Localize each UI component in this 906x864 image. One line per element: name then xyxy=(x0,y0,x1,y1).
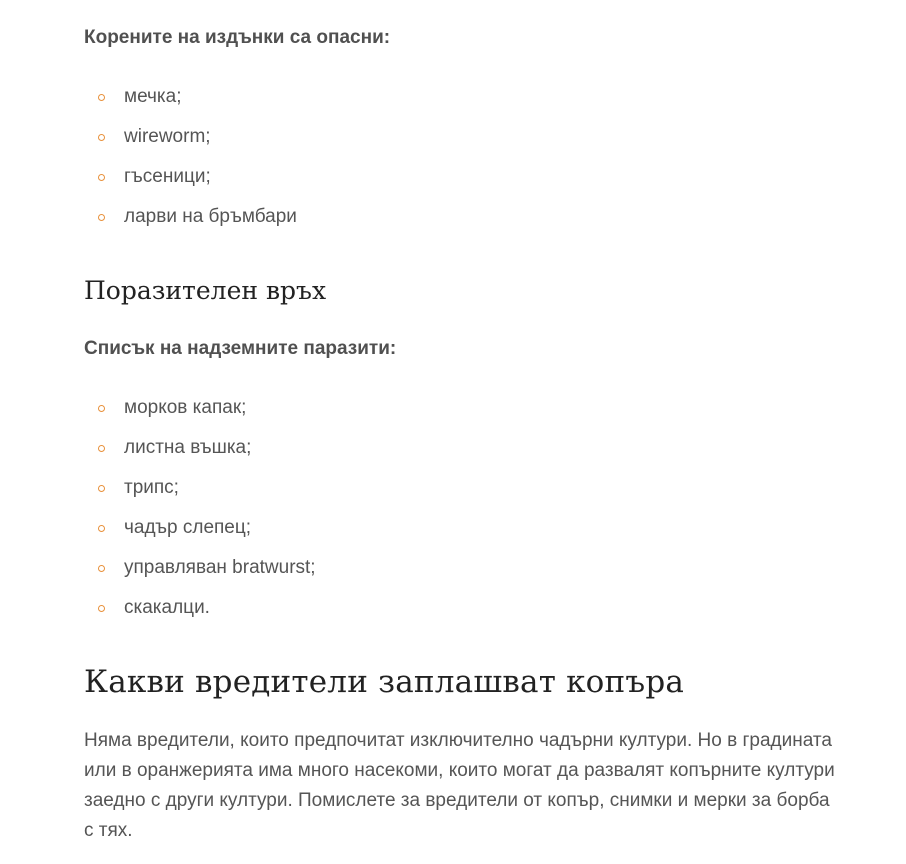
list-item-text: wireworm; xyxy=(124,126,211,147)
list-item-text: листна въшка; xyxy=(124,437,252,458)
list-item xyxy=(84,437,316,477)
bullet-circle-icon xyxy=(98,525,105,532)
list-item xyxy=(84,397,316,437)
section-heading-pests: Какви вредители заплашват копъра xyxy=(84,664,685,700)
list-item-text: чадър слепец; xyxy=(124,517,252,538)
list-item xyxy=(84,206,297,246)
list-item xyxy=(84,477,316,517)
list-item-text: управляван bratwurst; xyxy=(124,557,316,578)
list-item-text: гъсеници; xyxy=(124,166,211,187)
top-pests-list xyxy=(84,397,316,637)
list-item-text: трипс; xyxy=(124,477,179,498)
list-item xyxy=(84,166,297,206)
list-item-text: скакалци. xyxy=(124,597,210,618)
bullet-circle-icon xyxy=(98,94,105,101)
roots-pests-list xyxy=(84,86,297,246)
list-item xyxy=(84,557,316,597)
list-item-text: ларви на бръмбари xyxy=(124,206,297,227)
list-item xyxy=(84,126,297,166)
bullet-circle-icon xyxy=(98,405,105,412)
pests-paragraph: Няма вредители, които предпочитат изключително чадърни култури. Но в градината или в оранжерията има много насекоми, които могат да развалят копърните култури заедно с други култури. Помислете за вредители от копър, снимки и мерки за борба с тях. xyxy=(84,730,835,841)
bullet-circle-icon xyxy=(98,485,105,492)
list-item-text: мечка; xyxy=(124,86,182,107)
list-item xyxy=(84,597,316,637)
bullet-circle-icon xyxy=(98,214,105,221)
bullet-circle-icon xyxy=(98,174,105,181)
bullet-circle-icon xyxy=(98,605,105,612)
bullet-circle-icon xyxy=(98,445,105,452)
section-heading-top: Поразителен връх xyxy=(84,276,327,305)
list-item xyxy=(84,86,297,126)
roots-pests-lead: Корените на издънки са опасни: xyxy=(84,27,391,48)
bullet-circle-icon xyxy=(98,565,105,572)
list-item xyxy=(84,517,316,557)
bullet-circle-icon xyxy=(98,134,105,141)
list-item-text: морков капак; xyxy=(124,397,247,418)
top-pests-lead: Списък на надземните паразити: xyxy=(84,338,397,359)
